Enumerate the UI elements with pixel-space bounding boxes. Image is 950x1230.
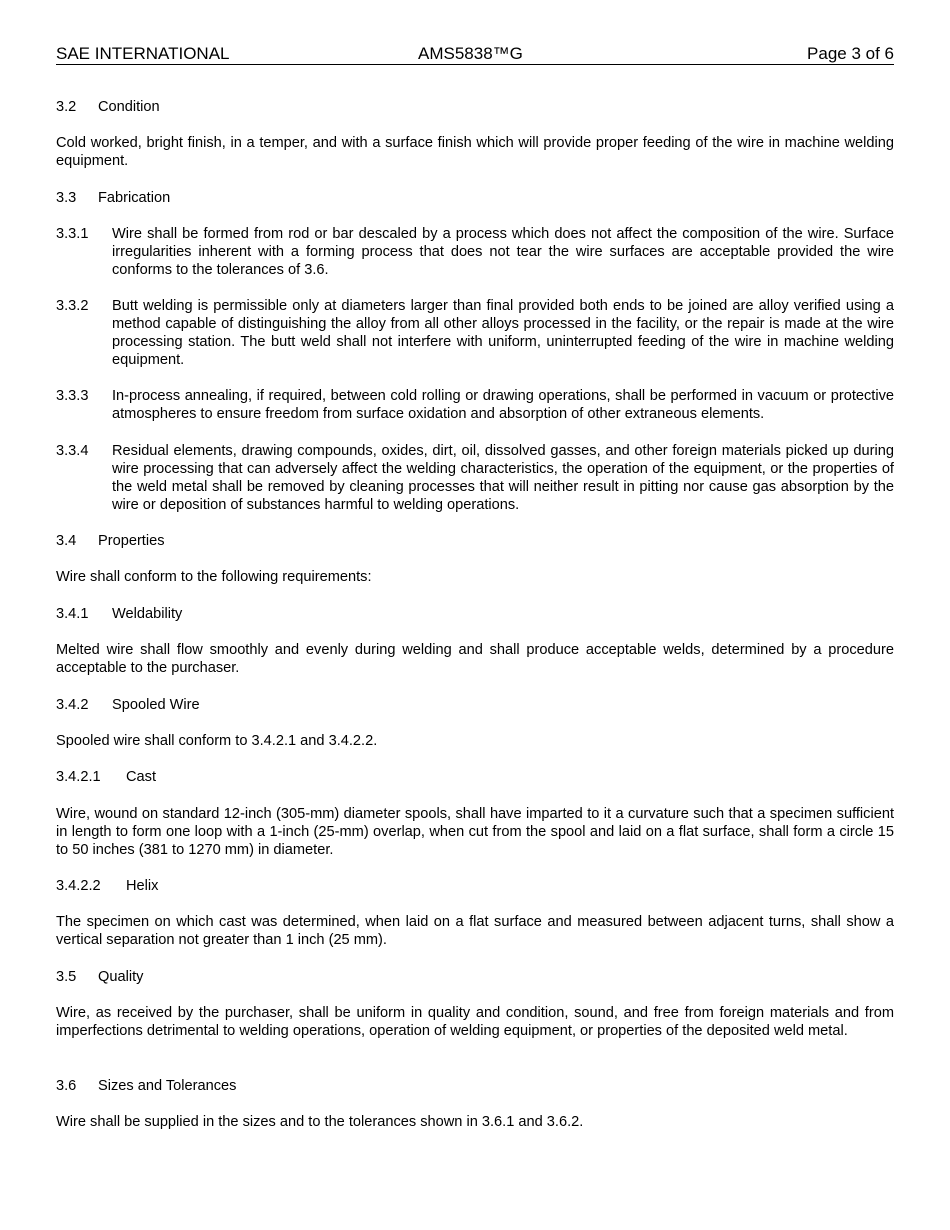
section-title: Weldability [112, 606, 183, 622]
section-heading-3-4-2-1 [56, 768, 894, 786]
paragraph-3-4-2-2: The specimen on which cast was determined, when laid on a flat surface and measured between adjacent turns, shall show a vertical separation not greater than 1 inch (25 mm). [56, 914, 894, 948]
subsection-3-3-1 [56, 225, 894, 279]
page-header [56, 44, 894, 65]
section-title: Helix [126, 878, 159, 894]
header-organization: SAE INTERNATIONAL [56, 44, 230, 63]
section-number: 3.2 [56, 99, 77, 115]
subsection-number: 3.3.4 [56, 443, 89, 459]
paragraph-3-2: Cold worked, bright finish, in a temper, and with a surface finish which will provide proper feeding of the wire in machine welding equipment. [56, 135, 894, 169]
section-heading-3-5 [56, 968, 894, 986]
paragraph-3-4-1: Melted wire shall flow smoothly and evenly during welding and shall produce acceptable welds, determined by a procedure acceptable to the purchaser. [56, 642, 894, 676]
section-heading-3-2 [56, 98, 894, 116]
subsection-3-3-3 [56, 387, 894, 423]
section-title: Properties [98, 533, 165, 549]
section-heading-3-4-2 [56, 696, 894, 714]
subsection-text: Butt welding is permissible only at diameters larger than final provided both ends to be joined are alloy verified using a method capable of distinguishing the alloy from all other alloys processed in the facility, or the repair is made at the wire processing station. The butt weld shall not interfere with uniform, uninterrupted feeding of the wire in machine welding equipment. [112, 298, 894, 368]
subsection-3-3-4 [56, 442, 894, 514]
section-title: Sizes and Tolerances [98, 1078, 237, 1094]
section-heading-3-4-2-2 [56, 877, 894, 895]
section-title: Fabrication [98, 190, 171, 206]
subsection-text: Residual elements, drawing compounds, oxides, dirt, oil, dissolved gasses, and other foreign materials picked up during wire processing that can adversely affect the welding characteristics, the operation of the equipment, or the properties of the weld metal shall be removed by cleaning processes that will neither result in pitting nor cause gas absorption by the wire or deposition of substances harmful to welding operations. [112, 443, 894, 513]
section-number: 3.4.2.1 [56, 769, 101, 785]
paragraph-3-4-2: Spooled wire shall conform to 3.4.2.1 and 3.4.2.2. [56, 733, 378, 749]
subsection-number: 3.3.1 [56, 226, 89, 242]
paragraph-3-6: Wire shall be supplied in the sizes and to the tolerances shown in 3.6.1 and 3.6.2. [56, 1114, 584, 1130]
section-number: 3.4.1 [56, 606, 89, 622]
header-page-number: Page 3 of 6 [807, 44, 894, 63]
paragraph-3-5: Wire, as received by the purchaser, shall be uniform in quality and condition, sound, and free from foreign materials and from imperfections detrimental to welding operations, operation of welding equipment, or properties of the deposited weld metal. [56, 1005, 894, 1039]
paragraph-3-4: Wire shall conform to the following requirements: [56, 569, 372, 585]
section-title: Quality [98, 969, 144, 985]
section-number: 3.4.2.2 [56, 878, 101, 894]
section-title: Condition [98, 99, 160, 115]
section-heading-3-6 [56, 1077, 894, 1095]
section-heading-3-3 [56, 189, 894, 207]
section-number: 3.3 [56, 190, 77, 206]
section-number: 3.6 [56, 1078, 77, 1094]
subsection-number: 3.3.3 [56, 388, 89, 404]
subsection-text: In-process annealing, if required, between cold rolling or drawing operations, shall be performed in vacuum or protective atmospheres to ensure freedom from surface oxidation and absorption of other extraneous elements. [112, 388, 894, 422]
subsection-number: 3.3.2 [56, 298, 89, 314]
header-document-id: AMS5838™G [418, 44, 523, 63]
section-title: Cast [126, 769, 157, 785]
section-heading-3-4-1 [56, 605, 894, 623]
subsection-text: Wire shall be formed from rod or bar descaled by a process which does not affect the composition of the wire. Surface irregularities inherent with a forming process that does not tear the wire surfaces are acceptable provided the wire conforms to the tolerances of 3.6. [112, 226, 894, 278]
section-number: 3.5 [56, 969, 77, 985]
section-title: Spooled Wire [112, 697, 200, 713]
subsection-3-3-2 [56, 297, 894, 369]
paragraph-3-4-2-1: Wire, wound on standard 12-inch (305-mm) diameter spools, shall have imparted to it a curvature such that a specimen sufficient in length to form one loop with a 1-inch (25-mm) overlap, when cut from the spool and laid on a flat surface, shall form a circle 15 to 50 inches (381 to 1270 mm) in diameter. [56, 806, 894, 858]
section-number: 3.4.2 [56, 697, 89, 713]
section-heading-3-4 [56, 532, 894, 550]
section-number: 3.4 [56, 533, 77, 549]
